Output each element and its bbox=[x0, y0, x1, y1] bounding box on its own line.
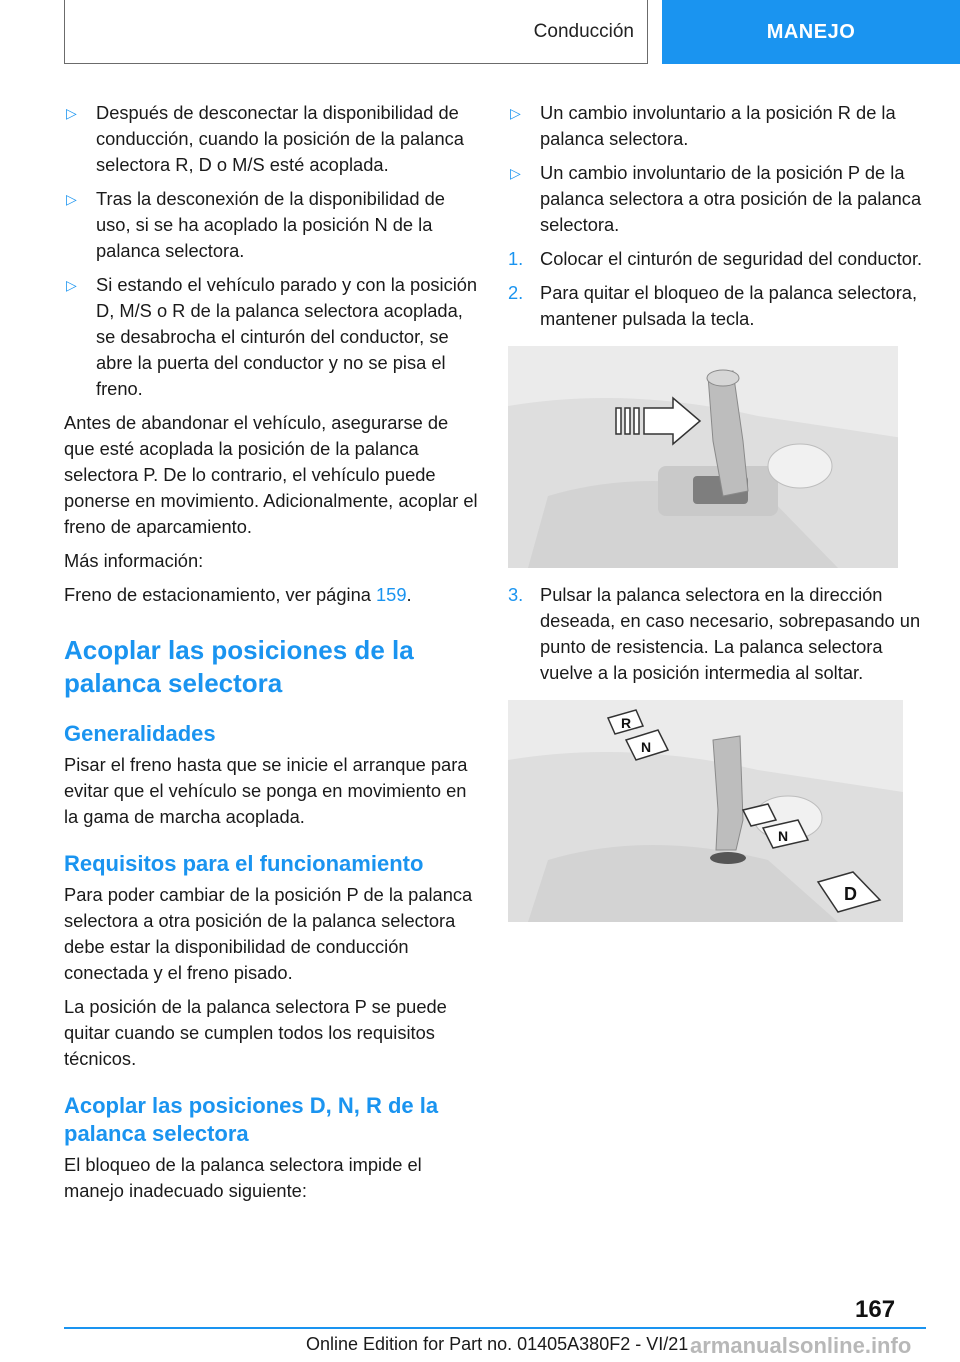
paragraph-requirements-2: La posición de la palanca selectora P se puede quitar cuando se cumplen todos los requisitos técnicos. bbox=[64, 996, 447, 1069]
step-text: Colocar el cinturón de seguridad del conductor. bbox=[540, 248, 923, 269]
cross-reference bbox=[64, 582, 478, 608]
subheading-positions: Acoplar las posiciones D, N, R de la palanca selectora bbox=[64, 1093, 439, 1146]
watermark: armanualsonline.info bbox=[690, 1333, 912, 1358]
page-link[interactable]: 159 bbox=[376, 584, 407, 605]
list-item-text: Tras la desconexión de la disponibilidad de uso, si se ha acoplado la posición N de la palanca selectora. bbox=[96, 188, 445, 261]
section-title: Conducción bbox=[533, 21, 634, 42]
step-number: 2. bbox=[508, 282, 524, 303]
more-info-label: Más información: bbox=[64, 550, 204, 571]
subheading-requirements: Requisitos para el funcionamiento bbox=[64, 851, 424, 876]
paragraph-requirements-1: Para poder cambiar de la posición P de la palanca selectora a otra posición de la palanca selectora debe estar la disponibilidad de conducción conectada y el freno pisado. bbox=[64, 884, 473, 983]
step-item bbox=[508, 280, 928, 332]
triangle-bullet-icon: ▷ bbox=[510, 105, 521, 121]
right-column bbox=[508, 100, 928, 936]
left-column bbox=[64, 100, 478, 1212]
gear-positions-figure bbox=[508, 700, 923, 922]
step-item bbox=[508, 582, 928, 686]
edition-text: Online Edition for Part no. 01405A380F2 - VI/21 bbox=[306, 1334, 689, 1354]
subheading-general: Generalidades bbox=[64, 721, 216, 746]
reference-end: . bbox=[406, 584, 412, 605]
footer-divider bbox=[64, 1327, 926, 1329]
list-item bbox=[508, 160, 928, 238]
step-item bbox=[508, 246, 928, 272]
triangle-bullet-icon: ▷ bbox=[66, 277, 77, 293]
figure-label-n-bottom: N bbox=[778, 828, 789, 844]
step-text: Pulsar la palanca selectora en la dirección deseada, en caso necesario, sobrepasando un punto de resistencia. La palanca selectora vuelve a la posición intermedia al soltar. bbox=[540, 584, 921, 683]
list-item-text: Después de desconectar la disponibilidad de conducción, cuando la posición de la palanca selectora R, D o M/S esté acoplada. bbox=[96, 102, 464, 175]
triangle-bullet-icon: ▷ bbox=[66, 191, 77, 207]
page-number: 167 bbox=[855, 1296, 896, 1323]
list-item-text: Si estando el vehículo parado y con la posición D, M/S o R de la palanca selectora acoplada, se desabrocha el cinturón del conductor, se abre la puerta del conductor y no se pisa el freno. bbox=[96, 274, 478, 399]
gear-selector-unlock-figure bbox=[508, 346, 923, 568]
step-number: 1. bbox=[508, 248, 524, 269]
list-item bbox=[64, 100, 478, 178]
section-heading: Acoplar las posiciones de la palanca selectora bbox=[64, 635, 414, 698]
paragraph-general: Pisar el freno hasta que se inicie el arranque para evitar que el vehículo se ponga en movimiento en la gama de marcha acoplada. bbox=[64, 754, 468, 827]
step-number: 3. bbox=[508, 584, 524, 605]
reference-text: Freno de estacionamiento, ver página bbox=[64, 584, 376, 605]
list-item-text: Un cambio involuntario a la posición R de la palanca selectora. bbox=[540, 102, 896, 149]
triangle-bullet-icon: ▷ bbox=[510, 165, 521, 181]
list-item bbox=[64, 186, 478, 264]
figure-label-n-top: N bbox=[641, 739, 652, 755]
figure-label-d: D bbox=[844, 884, 857, 904]
chapter-tab: MANEJO bbox=[662, 0, 960, 64]
paragraph-leave-vehicle: Antes de abandonar el vehículo, asegurarse de que esté acoplada la posición de la palanca selectora P. De lo contrario, el vehículo puede ponerse en movimiento. Adicionalmente, acoplar el freno de aparcamiento. bbox=[64, 412, 478, 537]
paragraph-lock: El bloqueo de la palanca selectora impide el manejo inadecuado siguiente: bbox=[64, 1154, 422, 1201]
list-item-text: Un cambio involuntario de la posición P de la palanca selectora a otra posición de la palanca selectora. bbox=[540, 162, 922, 235]
triangle-bullet-icon: ▷ bbox=[66, 105, 77, 121]
step-text: Para quitar el bloqueo de la palanca selectora, mantener pulsada la tecla. bbox=[540, 282, 918, 329]
list-item bbox=[64, 272, 478, 402]
figure-label-r: R bbox=[621, 715, 632, 731]
list-item bbox=[508, 100, 928, 152]
